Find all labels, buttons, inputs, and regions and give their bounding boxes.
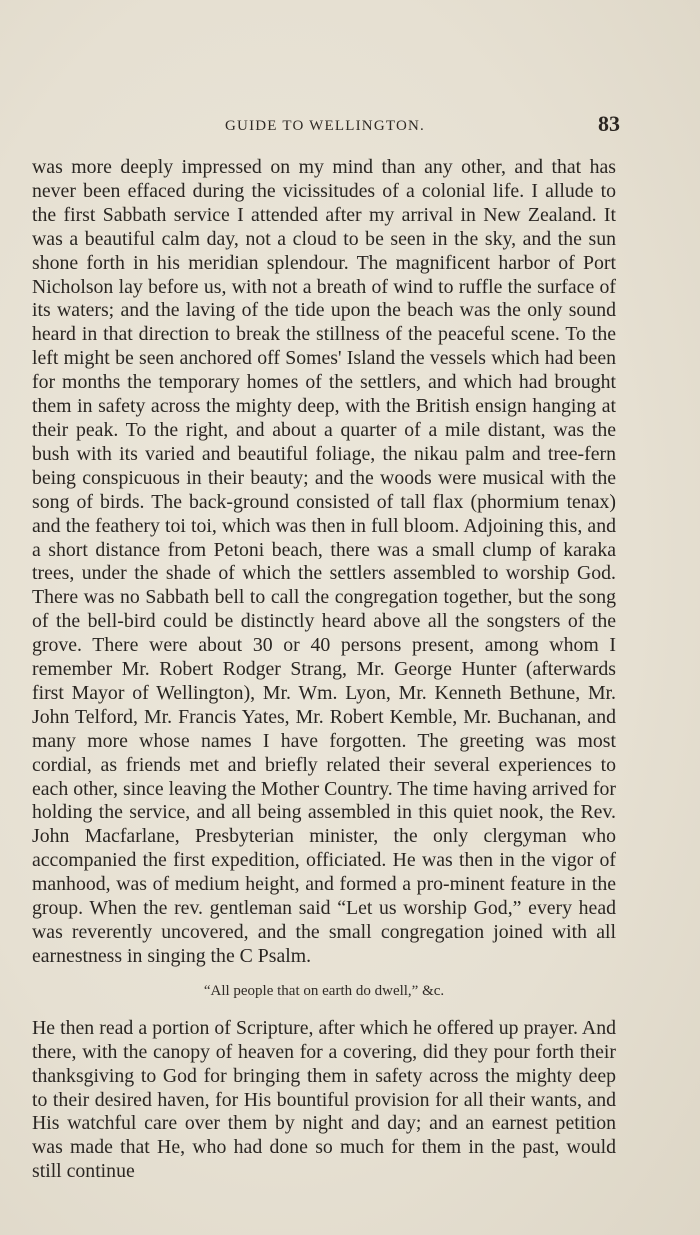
running-title: GUIDE TO WELLINGTON. — [225, 118, 425, 134]
page-number: 83 — [598, 111, 620, 136]
hymn-quote: “All people that on earth do dwell,” &c. — [203, 982, 445, 999]
body-text — [32, 156, 616, 1184]
paragraph: He then read a portion of Scripture, after which he offered up prayer. And there, with the canopy of heaven for a covering, did they pour forth their thanksgiving to God for bringing them in safety across the mighty deep to their desired haven, for His bountiful provision for all their wants, and His watchful care over them by night and day; and an earnest petition was made that He, who had done so much for them in the past, would still continue — [32, 1016, 616, 1183]
paragraph: was more deeply impressed on my mind than any other, and that has never been effaced during the vicissitudes of a colonial life. I allude to the first Sabbath service I attended after my arrival in New Zealand. It was a beautiful calm day, not a cloud to be seen in the sky, and the sun shone forth in his meridian splendour. The magnificent harbor of Port Nicholson lay before us, with not a breath of wind to ruffle the surface of its waters; and the laving of the tide upon the beach was the only sound heard in that direction to break the stillness of the peaceful scene. To the left might be seen anchored off Somes' Island the vessels which had been for months the temporary homes of the settlers, and which had brought them in safety across the mighty deep, with the British ensign hanging at their peak. To the right, and about a quarter of a mile distant, was the bush with its varied and beautiful foliage, the nikau palm and tree-fern being conspicuous in their beauty; and the woods were musical with the song of birds. The back-ground consisted of tall flax (phormium tenax) and the feathery toi toi, which was then in full bloom. Adjoining this, and a short distance from Petoni beach, there was a small clump of karaka trees, under the shade of which the settlers assembled to worship God. There was no Sabbath bell to call the congregation together, but the song of the bell-bird could be distinctly heard above all the songsters of the grove. There were about 30 or 40 persons present, among whom I remember Mr. Robert Rodger Strang, Mr. George Hunter (afterwards first Mayor of Wellington), Mr. Wm. Lyon, Mr. Kenneth Bethune, Mr. John Telford, Mr. Francis Yates, Mr. Robert Kemble, Mr. Buchanan, and many more whose names I have forgotten. The greeting was most cordial, as friends met and briefly related their several experiences to each other, since leaving the Mother Country. The time having arrived for holding the service, and all being assembled in this quiet nook, the Rev. John Macfarlane, Presbyterian minister, the only clergyman who accompanied the first expedition, officiated. He was then in the vigor of manhood, was of medium height, and formed a pro-minent feature in the group. When the rev. gentleman said “Let us worship God,” every head was reverently uncovered, and the small congregation joined with all earnestness in singing the C Psalm. — [32, 156, 616, 967]
page-header — [30, 113, 620, 139]
